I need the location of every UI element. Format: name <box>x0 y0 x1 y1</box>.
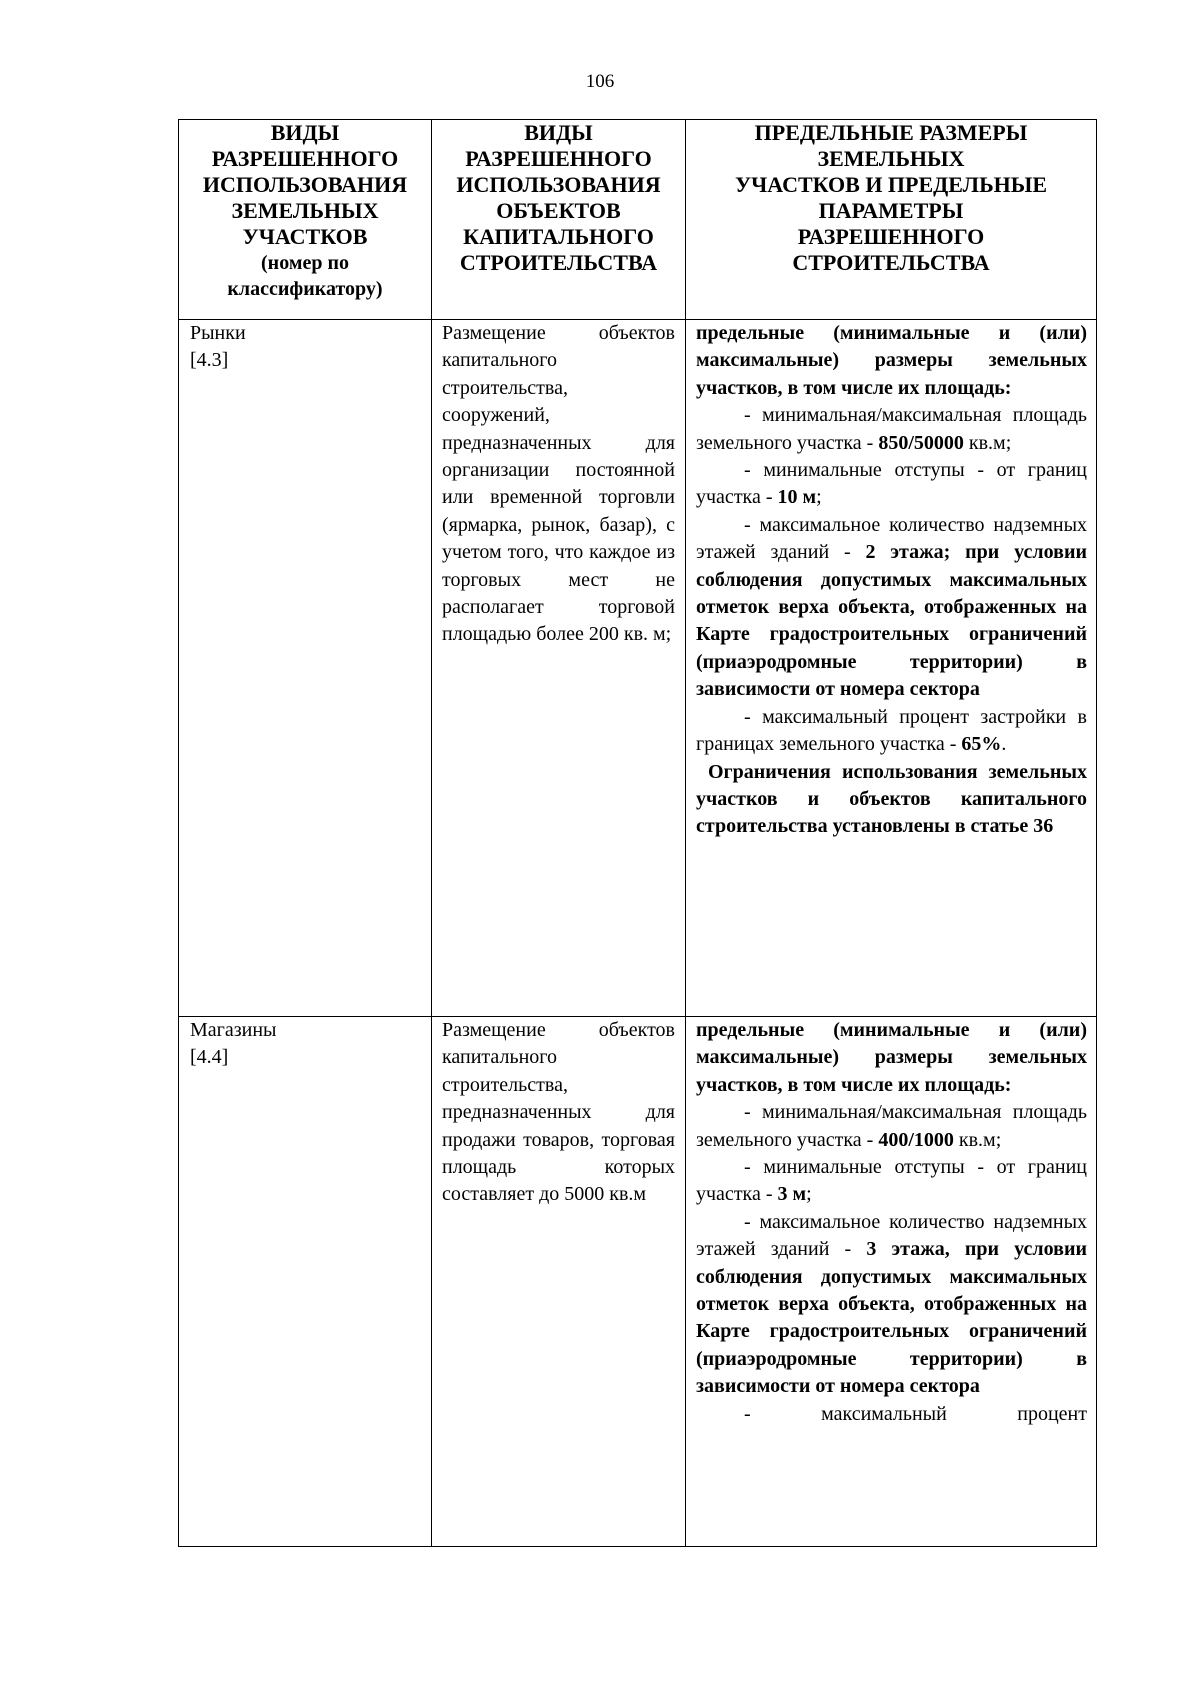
param-area-value: 850/50000 <box>878 431 964 454</box>
param-floors <box>696 1209 1087 1401</box>
header-text: ОБЪЕКТОВ <box>496 198 621 223</box>
param-coverage-value: 65% <box>961 733 1002 756</box>
land-use-cell <box>179 320 432 1017</box>
header-text: РАЗРЕШЕННОГО <box>797 224 985 249</box>
param-setback-label: - минимальные отступы - от границ участка - <box>696 459 1087 509</box>
param-coverage <box>696 704 1087 759</box>
object-description: Размещение объектов капитального строительства, сооружений, предназначенных для организации постоянной или временной торговли (ярмарка, рынок, базар), с учетом того, что каждое из торговых мест не располагает торговой площадью более 200 кв. м; <box>442 322 675 646</box>
table-row <box>179 320 1097 1017</box>
table-header-row <box>179 120 1097 320</box>
param-area-unit: кв.м; <box>963 431 1012 454</box>
header-text: ПРЕДЕЛЬНЫЕ РАЗМЕРЫ <box>754 120 1028 145</box>
param-setback-end: ; <box>806 1183 812 1206</box>
params-intro: предельные (минимальные и (или) максимальные) размеры земельных участков, в том числе их площадь: <box>696 1019 1087 1096</box>
header-text: ВИДЫ <box>524 120 593 145</box>
parameters-cell <box>686 320 1097 1017</box>
param-coverage-label: - максимальный процент застройки в границах земельного участка - <box>696 705 1087 756</box>
parameters-cell <box>686 1017 1097 1547</box>
header-text: ЗЕМЕЛЬНЫХ <box>231 198 379 223</box>
param-floors-value: 3 этажа, при условии соблюдения допустимых максимальных отметок верха объекта, отображенных на Карте градостроительных ограничений (приаэродромные территории) в зависимости от номера сектора <box>696 1238 1087 1398</box>
header-text: СТРОИТЕЛЬСТВА <box>792 250 990 275</box>
param-setback-value: 3 м <box>777 1183 807 1206</box>
param-floors <box>696 512 1087 704</box>
object-description: Размещение объектов капитального строительства, предназначенных для продажи товаров, торговая площадь которых составляет до 5000 кв.м <box>442 1019 675 1206</box>
params-restriction: Ограничения использования земельных участков и объектов капитального строительства установлены в статье 36 <box>696 760 1087 838</box>
header-limit-parameters <box>686 120 1097 320</box>
param-area-unit: кв.м; <box>953 1128 1002 1151</box>
param-area-value: 400/1000 <box>878 1128 954 1151</box>
object-use-cell <box>432 1017 686 1547</box>
param-area-label: - минимальная/максимальная площадь земельного участка - <box>696 1101 1087 1151</box>
land-use-name: Магазины <box>190 1019 277 1041</box>
classifier-code: [4.3] <box>190 349 229 372</box>
header-text: ВИДЫ <box>270 120 340 145</box>
header-text: УЧАСТКОВ И ПРЕДЕЛЬНЫЕ <box>734 172 1048 197</box>
param-coverage: - максимальный процент <box>744 1402 1087 1425</box>
header-object-use-types <box>432 120 686 320</box>
land-use-cell <box>179 1017 432 1547</box>
param-floors-label: - максимальное количество надземных этажей зданий - <box>696 1210 1087 1261</box>
param-area <box>696 402 1087 457</box>
param-area <box>696 1099 1087 1154</box>
header-land-use-types <box>179 120 432 320</box>
object-use-cell <box>432 320 686 1017</box>
param-setback-end: ; <box>816 486 822 509</box>
header-text: УЧАСТКОВ <box>242 224 368 249</box>
header-text: СТРОИТЕЛЬСТВА <box>459 250 658 275</box>
zoning-table <box>178 119 1097 1547</box>
header-text: КАПИТАЛЬНОГО <box>463 224 654 249</box>
header-text: ИСПОЛЬЗОВАНИЯ <box>202 172 408 197</box>
param-floors-value: 2 этажа; при условии соблюдения допустимых максимальных отметок верха объекта, отображенных на Карте градостроительных ограничений (приаэродромные территории) в зависимости от номера сектора <box>696 541 1087 701</box>
param-setback-value: 10 м <box>777 486 817 509</box>
params-intro: предельные (минимальные и (или) максимальные) размеры земельных участков, в том числе их площадь: <box>696 322 1087 399</box>
header-text: РАЗРЕШЕННОГО <box>211 146 399 171</box>
page-number: 106 <box>585 71 615 92</box>
header-text: ИСПОЛЬЗОВАНИЯ <box>456 172 661 197</box>
header-text: классификатору) <box>227 278 383 300</box>
header-text: ПАРАМЕТРЫ <box>818 198 964 223</box>
land-use-name: Рынки <box>190 322 246 344</box>
param-setback <box>696 457 1087 512</box>
param-area-label: - минимальная/максимальная площадь земельного участка - <box>696 404 1087 454</box>
table-row <box>179 1017 1097 1547</box>
param-floors-label: - максимальное количество надземных этажей зданий - <box>696 513 1087 564</box>
param-setback <box>696 1154 1087 1209</box>
param-coverage-end: . <box>1001 733 1007 756</box>
header-text: (номер по <box>261 252 349 274</box>
header-text: ЗЕМЕЛЬНЫХ <box>817 146 965 171</box>
header-text: РАЗРЕШЕННОГО <box>465 146 652 171</box>
classifier-code: [4.4] <box>190 1046 229 1069</box>
param-setback-label: - минимальные отступы - от границ участка - <box>696 1156 1087 1206</box>
